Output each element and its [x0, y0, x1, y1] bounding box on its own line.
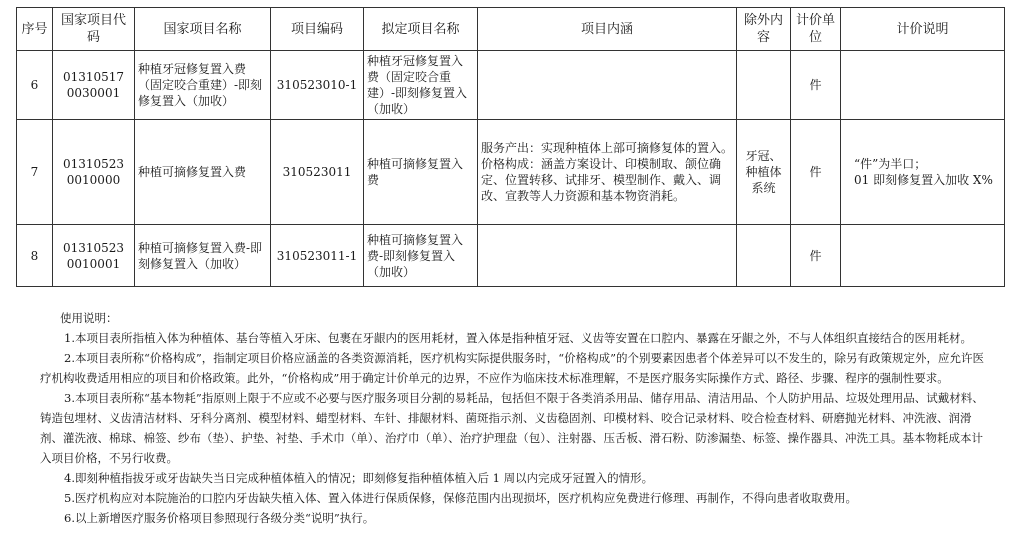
cell-national-name: 种植可摘修复置入费: [135, 120, 271, 225]
cell-item-code: 310523011: [271, 120, 364, 225]
cell-pricing-note: [841, 120, 1005, 225]
cell-national-name: 种植牙冠修复置入费（固定咬合重建）-即刻修复置入（加收）: [135, 51, 271, 120]
cell-connotation: [478, 120, 737, 225]
cell-seq: 6: [17, 51, 53, 120]
cell-connotation: [478, 225, 737, 287]
header-national-name: 国家项目名称: [135, 8, 271, 51]
pricing-note-line-1: “件”为半口；: [854, 157, 927, 171]
cell-proposed-name: 种植可摘修复置入费: [364, 120, 478, 225]
note-item: 5.医疗机构应对本院施治的口腔内牙齿缺失植入体、置入体进行保质保修，保修范围内出现损坏，医疗机构应免费进行修理、再制作，不得向患者收取费用。: [64, 491, 857, 505]
cell-seq: 8: [17, 225, 53, 287]
cell-proposed-name: 种植可摘修复置入费-即刻修复置入（加收）: [364, 225, 478, 287]
cell-seq: 7: [17, 120, 53, 225]
pricing-note-line-2: 01 即刻修复置入加收 X%: [854, 173, 993, 187]
cell-exclusions: [737, 51, 791, 120]
cell-item-code: 310523010-1: [271, 51, 364, 120]
cell-exclusions: [737, 225, 791, 287]
header-national-code: 国家项目代码: [53, 8, 135, 51]
header-unit: 计价单位: [791, 8, 841, 51]
header-seq: 序号: [17, 8, 53, 51]
note-item: 2.本项目表所称“价格构成”，指制定项目价格应涵盖的各类资源消耗，医疗机构实际提供服务时，“价格构成”的个别要素因患者个体差异可以不发生的，除另有政策规定外，应允许医疗机构收费适用相应的项目和价格政策。此外，“价格构成”用于确定计价单元的边界，不应作为临床技术标准理解，不是医疗服务实际操作方式、路径、步骤、程序的强制性要求。: [40, 351, 984, 385]
table-row: [17, 225, 1005, 287]
header-pricing-note: 计价说明: [841, 8, 1005, 51]
notes-title: 使用说明：: [60, 311, 118, 325]
price-item-table: [16, 7, 1005, 287]
note-item: 6.以上新增医疗服务价格项目参照现行各级分类“说明”执行。: [64, 511, 375, 525]
table-row: [17, 120, 1005, 225]
table-header-row: [17, 8, 1005, 51]
connotation-output: 服务产出：实现种植体上部可摘修复体的置入。: [481, 141, 734, 155]
header-item-code: 项目编码: [271, 8, 364, 51]
cell-pricing-note: [841, 51, 1005, 120]
cell-unit: 件: [791, 225, 841, 287]
note-item: 4.即刻种植指拔牙或牙齿缺失当日完成种植体植入的情况；即刻修复指种植体植入后 1 周以内完成牙冠置入的情形。: [64, 471, 654, 485]
header-proposed-name: 拟定项目名称: [364, 8, 478, 51]
cell-national-code: 01310523 0010001: [53, 225, 135, 287]
cell-unit: 件: [791, 120, 841, 225]
note-item: 3.本项目表所称“基本物耗”指原则上限于不应或不必要与医疗服务项目分割的易耗品，包括但不限于各类消杀用品、储存用品、清洁用品、个人防护用品、垃圾处理用品、试戴材料、铸造包埋材、义齿清洁材料、牙科分离剂、模型材料、蜡型材料、车针、排龈材料、菌斑指示剂、义齿稳固剂、印模材料、咬合记录材料、咬合检查材料、研磨抛光材料、冲洗液、润滑剂、灌洗液、棉球、棉签、纱布（垫）、护垫、衬垫、手术巾（单）、治疗巾（单）、治疗护理盘（包）、注射器、压舌板、滑石粉、防渗漏垫、标签、操作器具、冲洗工具。基本物耗成本计入项目价格，不另行收费。: [40, 391, 984, 465]
header-connotation: 项目内涵: [478, 8, 737, 51]
connotation-price: 价格构成：涵盖方案设计、印模制取、颌位确定、位置转移、试排牙、模型制作、戴入、调改、宣教等人力资源和基本物资消耗。: [481, 157, 722, 203]
cell-national-code: 01310517 0030001: [53, 51, 135, 120]
table-row: [17, 51, 1005, 120]
cell-exclusions: 牙冠、种植体系统: [737, 120, 791, 225]
note-item: 1.本项目表所指植入体为种植体、基台等植入牙床、包裹在牙龈内的医用耗材，置入体是指种植牙冠、义齿等安置在口腔内、暴露在牙龈之外，不与人体组织直接结合的医用耗材。: [64, 331, 972, 345]
cell-item-code: 310523011-1: [271, 225, 364, 287]
cell-unit: 件: [791, 51, 841, 120]
usage-notes: [40, 308, 990, 528]
header-exclusions: 除外内容: [737, 8, 791, 51]
cell-pricing-note: [841, 225, 1005, 287]
cell-connotation: [478, 51, 737, 120]
cell-national-name: 种植可摘修复置入费-即刻修复置入（加收）: [135, 225, 271, 287]
cell-proposed-name: 种植牙冠修复置入费（固定咬合重建）-即刻修复置入（加收）: [364, 51, 478, 120]
cell-national-code: 01310523 0010000: [53, 120, 135, 225]
